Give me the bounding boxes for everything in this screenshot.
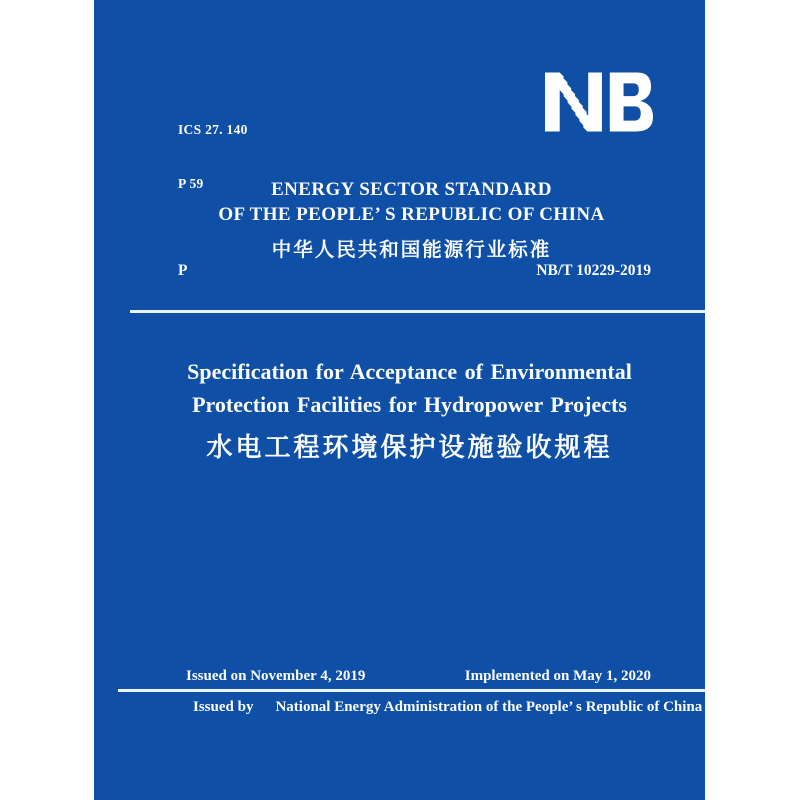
code-row (94, 262, 705, 280)
heading-line3-chinese: 中华人民共和国能源行业标准 (271, 239, 552, 261)
implemented-date: Implemented on May 1, 2020 (464, 668, 651, 684)
title-english-line1: Specification for Acceptance of Environmental (187, 359, 632, 384)
title-english-line2: Protection Facilities for Hydropower Projects (192, 392, 627, 417)
issuer-gap (253, 699, 275, 716)
issued-by-value: National Energy Administration of the People’ s Republic of China (275, 699, 703, 715)
title-chinese: 水电工程环境保护设施验收规程 (206, 432, 613, 462)
dates-row (94, 668, 705, 685)
ics-code: ICS 27. 140 (178, 122, 248, 137)
bottom-divider-line (118, 689, 705, 692)
issued-date: Issued on November 4, 2019 (186, 668, 366, 684)
standard-heading (94, 177, 705, 262)
issued-by-label: Issued by (193, 699, 254, 715)
heading-line2: OF THE PEOPLE’ S REPUBLIC OF CHINA (218, 204, 605, 225)
top-divider-line (130, 310, 705, 313)
heading-line1: ENERGY SECTOR STANDARD (271, 179, 552, 200)
document-title (94, 355, 705, 464)
class-letter: P (178, 262, 188, 279)
doc-class-code: P 59 (178, 176, 204, 191)
issuer-row (94, 699, 705, 716)
nb-logo-icon (545, 72, 653, 132)
standard-number: NB/T 10229-2019 (536, 262, 651, 279)
standard-cover (94, 0, 705, 800)
